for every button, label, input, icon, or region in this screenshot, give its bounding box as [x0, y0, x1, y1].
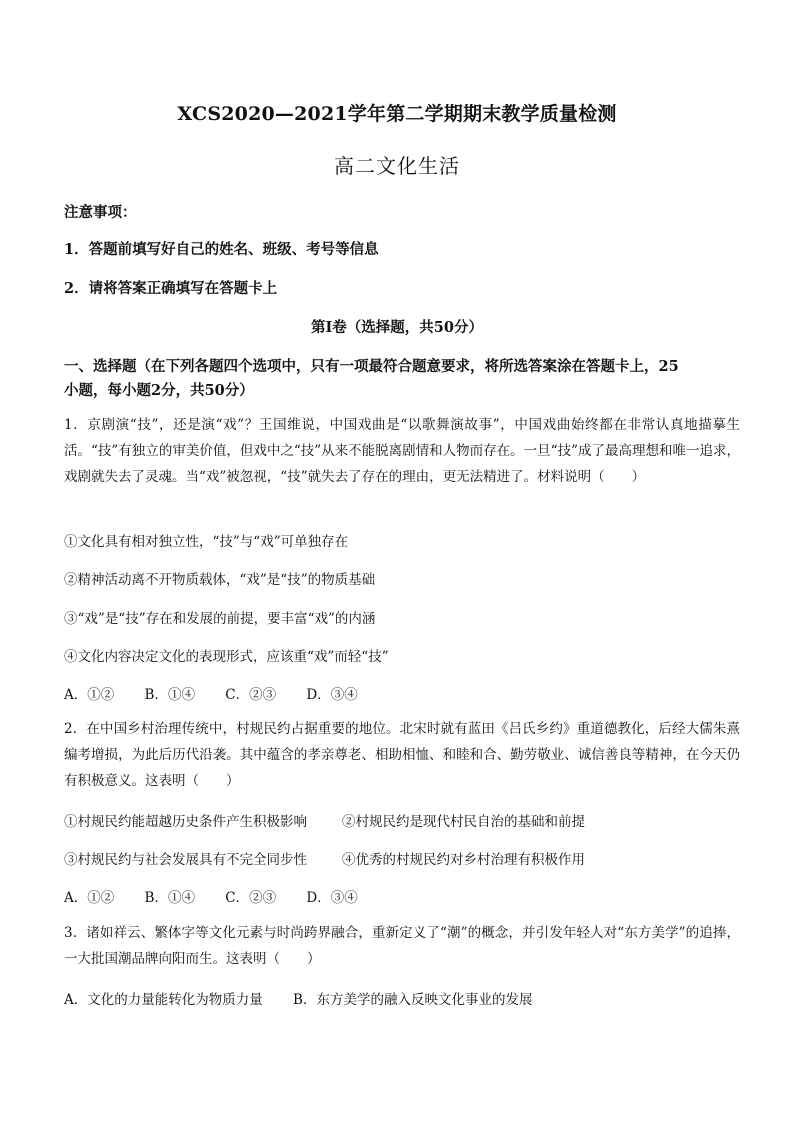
exam-title: XCS2020—2021学年第二学期期末教学质量检测 — [177, 103, 617, 125]
statement-row — [64, 810, 585, 830]
statement: ①文化具有相对独立性，“技”与“戏”可单独存在 — [64, 534, 349, 550]
option-a: A．①② — [64, 687, 115, 703]
statement: ①村规民约能超越历史条件产生积极影响 — [64, 814, 307, 830]
question-stem: 3．诸如祥云、繁体字等文化元素与时尚跨界融合，重新定义了“潮”的概念，并引发年轻人对“东方美学”的追捧，一大批国潮品牌向阳而生。这表明（ ） — [64, 925, 740, 967]
statement: ④优秀的村规民约对乡村治理有积极作用 — [342, 852, 585, 868]
option-b: B．①④ — [144, 890, 195, 906]
answer-options — [64, 988, 532, 1008]
volume-title: 第I卷（选择题，共50分） — [311, 319, 483, 336]
statement: ③村规民约与社会发展具有不完全同步性 — [64, 852, 307, 868]
option-d: D．③④ — [306, 687, 358, 703]
question-stem: 1．京剧演“技”，还是演“戏”？王国维说，中国戏曲是“以歌舞演故事”，中国戏曲始终都在非常认真地描摹生活。“技”有独立的审美价值，但戏中之“技”从来不能脱离剧情和人物而存在。一旦“技”成了最高理想和唯一追求，戏剧就失去了灵魂。当“戏”被忽视，“技”就失去了存在的理由，更无法精进了。材料说明（ ） — [64, 417, 740, 485]
option-a: A．文化的力量能转化为物质力量 — [64, 992, 263, 1008]
answer-options — [64, 886, 358, 906]
option-d: D．③④ — [306, 890, 358, 906]
section-instructions: 小题，每小题2分，共50分） — [64, 382, 254, 399]
statement: ②精神活动离不开物质载体，“戏”是“技”的物质基础 — [64, 572, 376, 588]
answer-options — [64, 683, 358, 703]
notice-item: 2．请将答案正确填写在答题卡上 — [64, 280, 278, 297]
section-instructions: 一、选择题（在下列各题四个选项中，只有一项最符合题意要求，将所选答案涂在答题卡上，25 — [64, 358, 679, 375]
statement: ②村规民约是现代村民自治的基础和前提 — [342, 814, 585, 830]
option-b: B．东方美学的融入反映文化事业的发展 — [293, 992, 533, 1008]
statement: ③“戏”是“技”存在和发展的前提，要丰富“戏”的内涵 — [64, 611, 376, 627]
statement-row — [64, 848, 585, 868]
option-c: C．②③ — [225, 687, 277, 703]
notice-heading: 注意事项： — [64, 204, 137, 221]
option-a: A．①② — [64, 890, 115, 906]
notice-item: 1．答题前填写好自己的姓名、班级、考号等信息 — [64, 241, 379, 258]
statement: ④文化内容决定文化的表现形式，应该重“戏”而轻“技” — [64, 649, 389, 665]
option-b: B．①④ — [144, 687, 195, 703]
question-stem: 2．在中国乡村治理传统中，村规民约占据重要的地位。北宋时就有蓝田《吕氏乡约》重道德教化，后经大儒朱熹编考增损，为此后历代沿袭。其中蕴含的孝亲尊老、相助相恤、和睦和合、勤劳敬业、诚信善良等精神，在今天仍有积极意义。这表明（ ） — [64, 721, 740, 789]
option-c: C．②③ — [225, 890, 277, 906]
subject-title: 高二文化生活 — [334, 154, 460, 178]
